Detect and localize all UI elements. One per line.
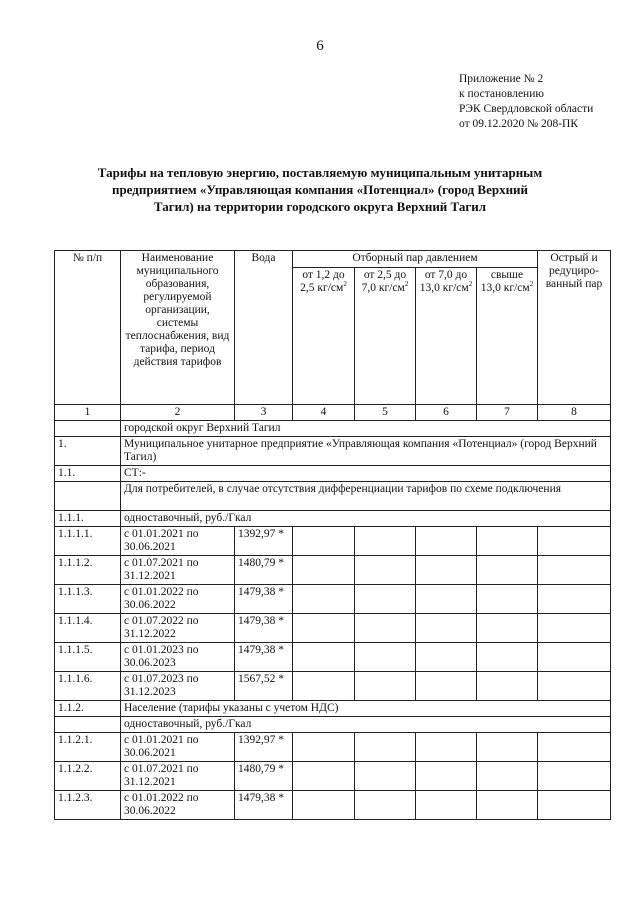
water-value: 1479,38 * (235, 585, 293, 614)
header-steam-2 (355, 268, 416, 405)
appendix-line: РЭК Свердловской области (459, 103, 594, 115)
consumers-row (55, 482, 611, 511)
period-cell: с 01.07.2021 по 31.12.2021 (121, 556, 235, 585)
period-cell: с 01.01.2022 по 30.06.2022 (121, 585, 235, 614)
water-value: 1567,52 * (235, 672, 293, 701)
column-number: 1 (55, 405, 121, 421)
title-line: Тагил) на территории городского округа Верхний Тагил (153, 199, 487, 214)
district-row (55, 421, 611, 437)
table-row (55, 643, 611, 672)
org-name: Муниципальное унитарное предприятие «Управляющая компания «Потенциал» (город Верхний Тагил) (121, 437, 611, 466)
water-value: 1479,38 * (235, 614, 293, 643)
header-steam-1-text: от 1,2 до 2,5 кг/см (300, 269, 345, 294)
org-row (55, 437, 611, 466)
district-name: городской округ Верхний Тагил (121, 421, 611, 437)
page-number: 6 (316, 38, 324, 54)
table-row (55, 672, 611, 701)
table-row (55, 791, 611, 820)
table-row (55, 556, 611, 585)
title-line: предприятием «Управляющая компания «Потенциал» (город Верхний (111, 182, 529, 197)
row-number: 1.1.2.1. (55, 733, 121, 762)
period-cell: с 01.01.2021 по 30.06.2021 (121, 527, 235, 556)
st-row (55, 466, 611, 482)
consumers-label: Для потребителей, в случае отсутствия дифференциации тарифов по схеме подключения (121, 482, 611, 511)
appendix-line: к постановлению (459, 88, 544, 100)
document-title (78, 164, 562, 215)
column-number: 5 (355, 405, 416, 421)
header-water: Вода (235, 251, 293, 405)
water-value: 1392,97 * (235, 527, 293, 556)
row-number: 1.1. (55, 466, 121, 482)
header-steam-3 (416, 268, 477, 405)
table-row (55, 585, 611, 614)
row-number: 1.1.1.6. (55, 672, 121, 701)
appendix-line: от 09.12.2020 № 208-ПК (459, 118, 579, 130)
population-rate-label: одноставочный, руб./Гкал (121, 717, 611, 733)
period-cell: с 01.07.2021 по 31.12.2021 (121, 762, 235, 791)
header-steam-2-text: от 2,5 до 7,0 кг/см (361, 269, 407, 294)
population-row (55, 701, 611, 717)
superscript: 2 (529, 280, 534, 289)
header-steam-group: Отборный пар давлением (293, 251, 538, 268)
single-rate-label: одноставочный, руб./Гкал (121, 511, 611, 527)
column-number: 3 (235, 405, 293, 421)
water-value: 1392,97 * (235, 733, 293, 762)
row-number: 1.1.2. (55, 701, 121, 717)
water-value: 1480,79 * (235, 556, 293, 585)
row-number: 1.1.1.5. (55, 643, 121, 672)
superscript: 2 (343, 280, 347, 289)
row-number: 1.1.1.1. (55, 527, 121, 556)
column-number: 4 (293, 405, 355, 421)
tariff-table (54, 250, 611, 820)
header-steam-3-text: от 7,0 до 13,0 кг/см (419, 269, 469, 294)
period-cell: с 01.01.2021 по 30.06.2021 (121, 733, 235, 762)
population-rate-row (55, 717, 611, 733)
water-value: 1480,79 * (235, 762, 293, 791)
header-sharp-steam: Острый и редуциро-ванный пар (538, 251, 611, 405)
header-num: № п/п (55, 251, 121, 405)
column-number: 6 (416, 405, 477, 421)
row-number: 1. (55, 437, 121, 466)
title-line: Тарифы на тепловую энергию, поставляемую муниципальным унитарным (97, 165, 543, 180)
header-steam-4 (477, 268, 538, 405)
st-label: СТ:- (121, 466, 611, 482)
period-cell: с 01.07.2022 по 31.12.2022 (121, 614, 235, 643)
superscript: 2 (404, 280, 409, 289)
table-row (55, 762, 611, 791)
header-steam-1 (293, 268, 355, 405)
period-cell: с 01.07.2023 по 31.12.2023 (121, 672, 235, 701)
column-number-row (55, 405, 611, 421)
header-steam-4-text: свыше 13,0 кг/см (480, 269, 530, 294)
column-number: 2 (121, 405, 235, 421)
superscript: 2 (468, 280, 473, 289)
table-row (55, 614, 611, 643)
single-rate-row (55, 511, 611, 527)
column-number: 7 (477, 405, 538, 421)
row-number: 1.1.1.2. (55, 556, 121, 585)
header-name: Наименование муниципального образования, регулируемой организации, системы теплоснабжения, вид тарифа, период действия тарифов (121, 251, 235, 405)
appendix-note (459, 72, 629, 132)
appendix-line: Приложение № 2 (459, 73, 544, 85)
table-row (55, 733, 611, 762)
period-cell: с 01.01.2022 по 30.06.2022 (121, 791, 235, 820)
water-value: 1479,38 * (235, 643, 293, 672)
table-row (55, 527, 611, 556)
row-number: 1.1.1.4. (55, 614, 121, 643)
column-number: 8 (538, 405, 611, 421)
row-number: 1.1.1. (55, 511, 121, 527)
period-cell: с 01.01.2023 по 30.06.2023 (121, 643, 235, 672)
row-number: 1.1.2.3. (55, 791, 121, 820)
water-value: 1479,38 * (235, 791, 293, 820)
row-number: 1.1.2.2. (55, 762, 121, 791)
population-label: Население (тарифы указаны с учетом НДС) (121, 701, 611, 717)
row-number: 1.1.1.3. (55, 585, 121, 614)
